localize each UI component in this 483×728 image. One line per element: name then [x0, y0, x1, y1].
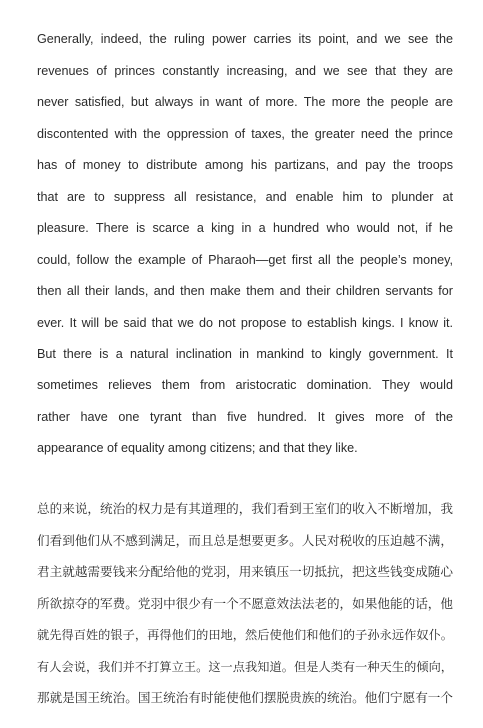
english-line: Generally, indeed, the ruling power carries its point, and we see the	[37, 32, 453, 46]
english-line: pleasure. There is scarce a king in a hundred who would not, if he	[37, 221, 453, 235]
chinese-line: 那就是国王统治。国王统治有时能使他们摆脱贵族的统治。他们宁愿有一个	[37, 690, 453, 705]
english-line: ever. It will be said that we do not propose to establish kings. I know it.	[37, 316, 453, 330]
english-line: then all their lands, and then make them and their children servants for	[37, 284, 453, 298]
english-line: never satisfied, but always in want of more. The more the people are	[37, 95, 453, 109]
chinese-line: 总的来说，统治的权力是有其道理的，我们看到王室们的收入不断增加，我	[37, 501, 453, 516]
chinese-line: 君主就越需要钱来分配给他的党羽，用来镇压一切抵抗，把这些钱变成随心	[37, 564, 453, 579]
chinese-line: 有人会说，我们并不打算立王。这一点我知道。但是人类有一种天生的倾向，	[37, 660, 453, 674]
english-line: could, follow the example of Pharaoh—get first all the people’s money,	[37, 253, 453, 267]
english-line: appearance of equality among citizens; and that they like.	[37, 441, 358, 455]
english-line: discontented with the oppression of taxes, the greater need the prince	[37, 127, 453, 141]
english-line: But there is a natural inclination in mankind to kingly government. It	[37, 347, 453, 361]
english-line: rather have one tyrant than five hundred. It gives more of the	[37, 410, 453, 424]
english-line: revenues of princes constantly increasing, and we see that they are	[37, 64, 453, 78]
english-line: that are to suppress all resistance, and enable him to plunder at	[37, 190, 453, 204]
english-line: sometimes relieves them from aristocratic domination. They would	[37, 378, 453, 392]
chinese-line: 所欲掠夺的军费。党羽中很少有一个不愿意效法法老的，如果他能的话，他	[37, 596, 453, 611]
chinese-line: 就先得百姓的银子，再得他们的田地，然后使他们和他们的子孙永远作奴仆。	[37, 628, 453, 642]
english-line: has of money to distribute among his partizans, and pay the troops	[37, 158, 453, 172]
chinese-line: 们看到他们从不感到满足，而且总是想要更多。人民对税收的压迫越不满，	[37, 533, 453, 548]
